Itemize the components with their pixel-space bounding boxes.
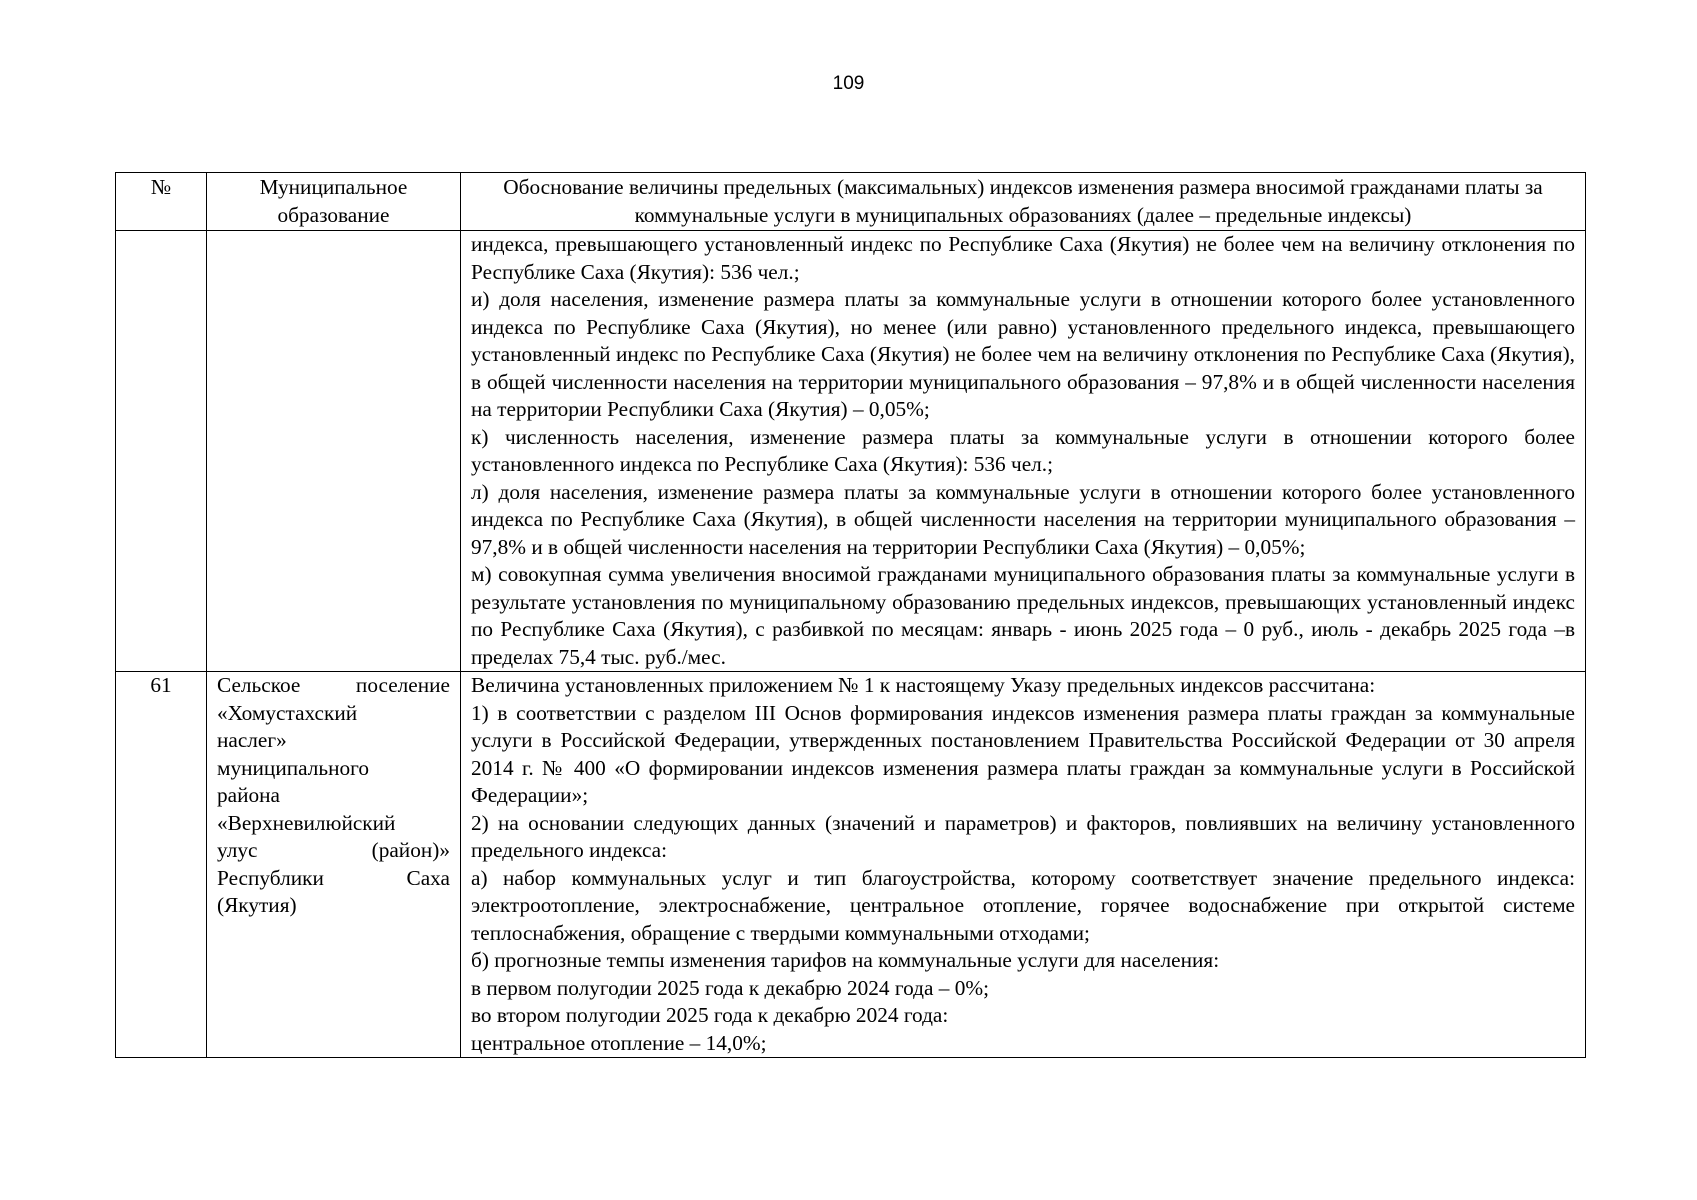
municipality-name-line: района xyxy=(217,783,280,807)
municipality-cell xyxy=(207,231,461,672)
municipality-name-line: Республики Саха xyxy=(217,865,450,890)
municipality-name-line: муниципального xyxy=(217,755,369,780)
justification-paragraph: Величина установленных приложением № 1 к настоящему Указу предельных индексов рассчитана: xyxy=(471,673,1376,697)
municipality-name-line: улус (район)» xyxy=(217,838,450,862)
justification-paragraph: в первом полугодии 2025 года к декабрю 2024 года – 0%; xyxy=(471,975,990,1000)
table-row-61 xyxy=(116,672,1586,1058)
row-number-cell: 61 xyxy=(116,672,207,1058)
justification-paragraph: м) совокупная сумма увеличения вносимой гражданами муниципального образования платы за коммунальные услуги в результате установления по муниципальному образованию предельных индексов, превышающих установленный индекс по Республике Саха (Якутия), с разбивкой по месяцам: январь - июнь 2025 года – 0 руб., июль - декабрь 2025 года –в пределах 75,4 тыс. руб./мес. xyxy=(471,562,1575,669)
municipality-name-line: наслег» xyxy=(217,728,287,752)
row-number-cell xyxy=(116,231,207,672)
municipality-name-line: «Верхневилюйский xyxy=(217,810,396,835)
header-municipality: Муниципальное образование xyxy=(207,173,461,231)
justification-paragraph: б) прогнозные темпы изменения тарифов на коммунальные услуги для населения: xyxy=(471,948,1220,972)
justification-paragraph: индекса, превышающего установленный индекс по Республике Саха (Якутия) не более чем на величину отклонения по Республике Саха (Якутия): 536 чел.; xyxy=(471,232,1575,284)
justification-cell xyxy=(461,231,1586,672)
justification-paragraph: и) доля населения, изменение размера платы за коммунальные услуги в отношении которого более установленного индекса по Республике Саха (Якутия), но менее (или равно) установленного предельного индекса, превышающего установленный индекс по Республике Саха (Якутия) не более чем на величину отклонения по Республике Саха (Якутия), в общей численности населения на территории муниципального образования – 97,8% и в общей численности населения на территории Республики Саха (Якутия) – 0,05%; xyxy=(471,287,1575,421)
header-number: № xyxy=(116,173,207,231)
justification-paragraph: л) доля населения, изменение размера платы за коммунальные услуги в отношении которого более установленного индекса по Республике Саха (Якутия), в общей численности населения на территории муниципального образования – 97,8% и в общей численности населения на территории Республики Саха (Якутия) – 0,05%; xyxy=(471,479,1575,559)
municipality-name-line: «Хомустахский xyxy=(217,700,358,725)
justification-cell xyxy=(461,672,1586,1058)
table-row-continuation xyxy=(116,231,1586,672)
municipality-cell xyxy=(207,672,461,1058)
justification-paragraph: к) численность населения, изменение размера платы за коммунальные услуги в отношении которого более установленного индекса по Республике Саха (Якутия): 536 чел.; xyxy=(471,424,1575,476)
justification-table xyxy=(115,172,1586,1058)
justification-paragraph: 1) в соответствии с разделом III Основ формирования индексов изменения размера платы граждан за коммунальные услуги в Российской Федерации, утвержденных постановлением Правительства Российской Федерации от 30 апреля 2014 г. № 400 «О формировании индексов изменения размера платы граждан за коммунальные услуги в Российской Федерации»; xyxy=(471,700,1575,807)
justification-paragraph: 2) на основании следующих данных (значений и параметров) и факторов, повлиявших на величину установленного предельного индекса: xyxy=(471,810,1575,862)
municipality-name-line: (Якутия) xyxy=(217,893,297,917)
justification-paragraph: во втором полугодии 2025 года к декабрю 2024 года: xyxy=(471,1003,949,1027)
justification-paragraph: а) набор коммунальных услуг и тип благоустройства, которому соответствует значение предельного индекса: электроотопление, электроснабжение, центральное отопление, горячее водоснабжение при открытой системе теплоснабжения, обращение с твердыми коммунальными отходами; xyxy=(471,865,1575,945)
table-header-row xyxy=(116,173,1586,231)
municipality-name-line: Сельское поселение xyxy=(217,673,450,697)
page-number: 109 xyxy=(832,73,865,94)
justification-paragraph: центральное отопление – 14,0%; xyxy=(471,1030,767,1055)
header-justification: Обоснование величины предельных (максимальных) индексов изменения размера вносимой гражданами платы за коммунальные услуги в муниципальных образованиях (далее – предельные индексы) xyxy=(461,173,1586,231)
